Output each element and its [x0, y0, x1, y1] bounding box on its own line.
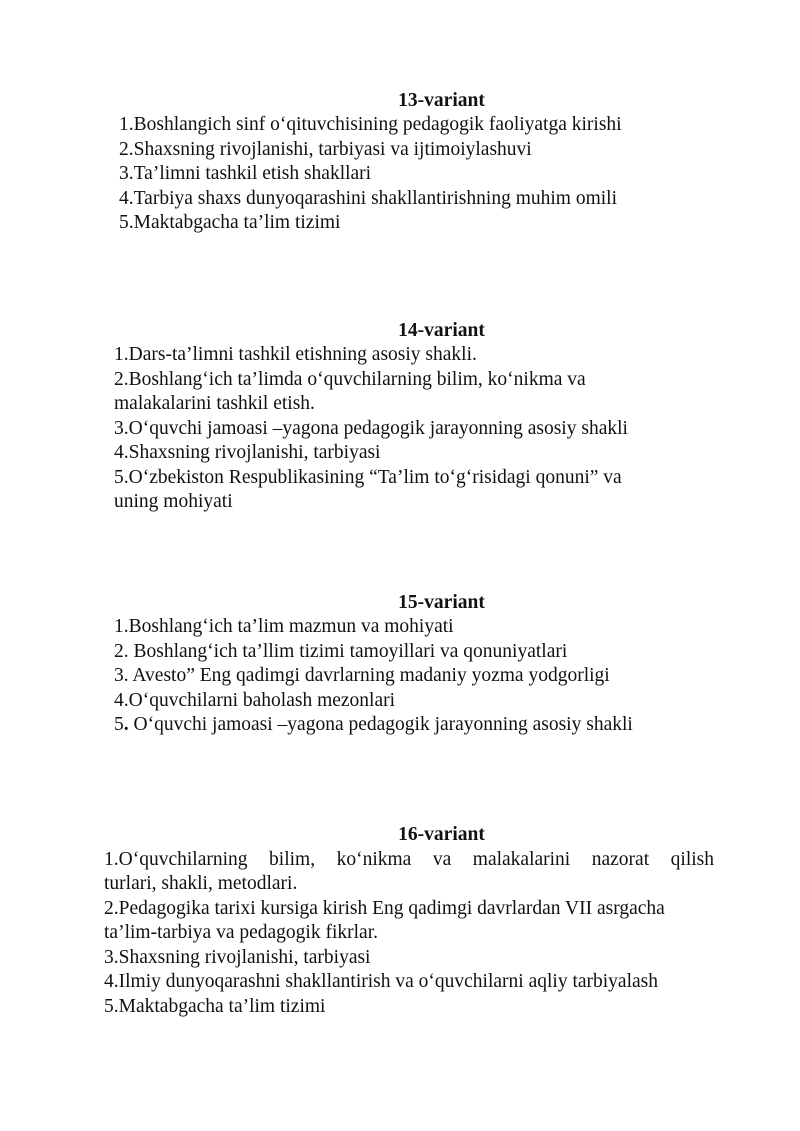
variant-15-title: 15-variant: [398, 592, 485, 613]
variant-15-item-4: 4.O‘quvchilarni baholash mezonlari: [114, 690, 396, 711]
variant-14-item-3: 3.O‘quvchi jamoasi –yagona pedagogik jarayonning asosiy shakli: [114, 418, 628, 439]
variant-13-title: 13-variant: [398, 90, 485, 111]
variant-13-item-2: 2.Shaxsning rivojlanishi, tarbiyasi va ijtimoiylashuvi: [119, 139, 532, 160]
variant-14-item-1: 1.Dars-ta’limni tashkil etishning asosiy shakli.: [114, 344, 477, 365]
variant-15-item-2: 2. Boshlang‘ich ta’llim tizimi tamoyillari va qonuniyatlari: [114, 641, 568, 662]
variant-13-item-4: 4.Tarbiya shaxs dunyoqarashini shakllantirishning muhim omili: [119, 188, 617, 209]
variant-15-item-5-text: O‘quvchi jamoasi –yagona pedagogik jarayonning asosiy shakli: [128, 714, 633, 735]
variant-13-item-1: 1.Boshlangich sinf o‘qituvchisining pedagogik faoliyatga kirishi: [119, 114, 622, 135]
variant-15-item-5-dot: .: [123, 714, 129, 735]
variant-16-item-5: 5.Maktabgacha ta’lim tizimi: [104, 996, 326, 1017]
variant-16-item-4: 4.Ilmiy dunyoqarashni shakllantirish va o‘quvchilarni aqliy tarbiyalash: [104, 971, 658, 992]
variant-16-item-3: 3.Shaxsning rivojlanishi, tarbiyasi: [104, 947, 371, 968]
variant-16-title: 16-variant: [398, 824, 485, 845]
variant-15-item-5: [114, 713, 633, 738]
variant-14-item-2-cont: malakalarini tashkil etish.: [114, 393, 315, 414]
variant-14-item-4: 4.Shaxsning rivojlanishi, tarbiyasi: [114, 442, 381, 463]
variant-16-item-2-cont: ta’lim-tarbiya va pedagogik fikrlar.: [104, 922, 378, 943]
variant-15-item-1: 1.Boshlang‘ich ta’lim mazmun va mohiyati: [114, 616, 454, 637]
variant-14-item-5: 5.O‘zbekiston Respublikasining “Ta’lim to‘g‘risidagi qonuni” va: [114, 467, 622, 488]
variant-13-item-3: 3.Ta’limni tashkil etish shakllari: [119, 163, 372, 184]
variant-15-item-3: 3. Avesto” Eng qadimgi davrlarning madaniy yozma yodgorligi: [114, 665, 610, 686]
variant-15-item-5-number: 5: [114, 714, 124, 735]
variant-16-item-1-cont: turlari, shakli, metodlari.: [104, 873, 298, 894]
variant-14-item-2: 2.Boshlang‘ich ta’limda o‘quvchilarning bilim, ko‘nikma va: [114, 369, 586, 390]
variant-13-item-5: 5.Maktabgacha ta’lim tizimi: [119, 212, 341, 233]
variant-16-item-1: 1.O‘quvchilarning bilim, ko‘nikma va malakalarini nazorat qilish: [104, 849, 714, 870]
variant-14-title: 14-variant: [398, 320, 485, 341]
variant-16-item-2: 2.Pedagogika tarixi kursiga kirish Eng qadimgi davrlardan VII asrgacha: [104, 898, 665, 919]
variant-14-item-5-cont: uning mohiyati: [114, 491, 233, 512]
